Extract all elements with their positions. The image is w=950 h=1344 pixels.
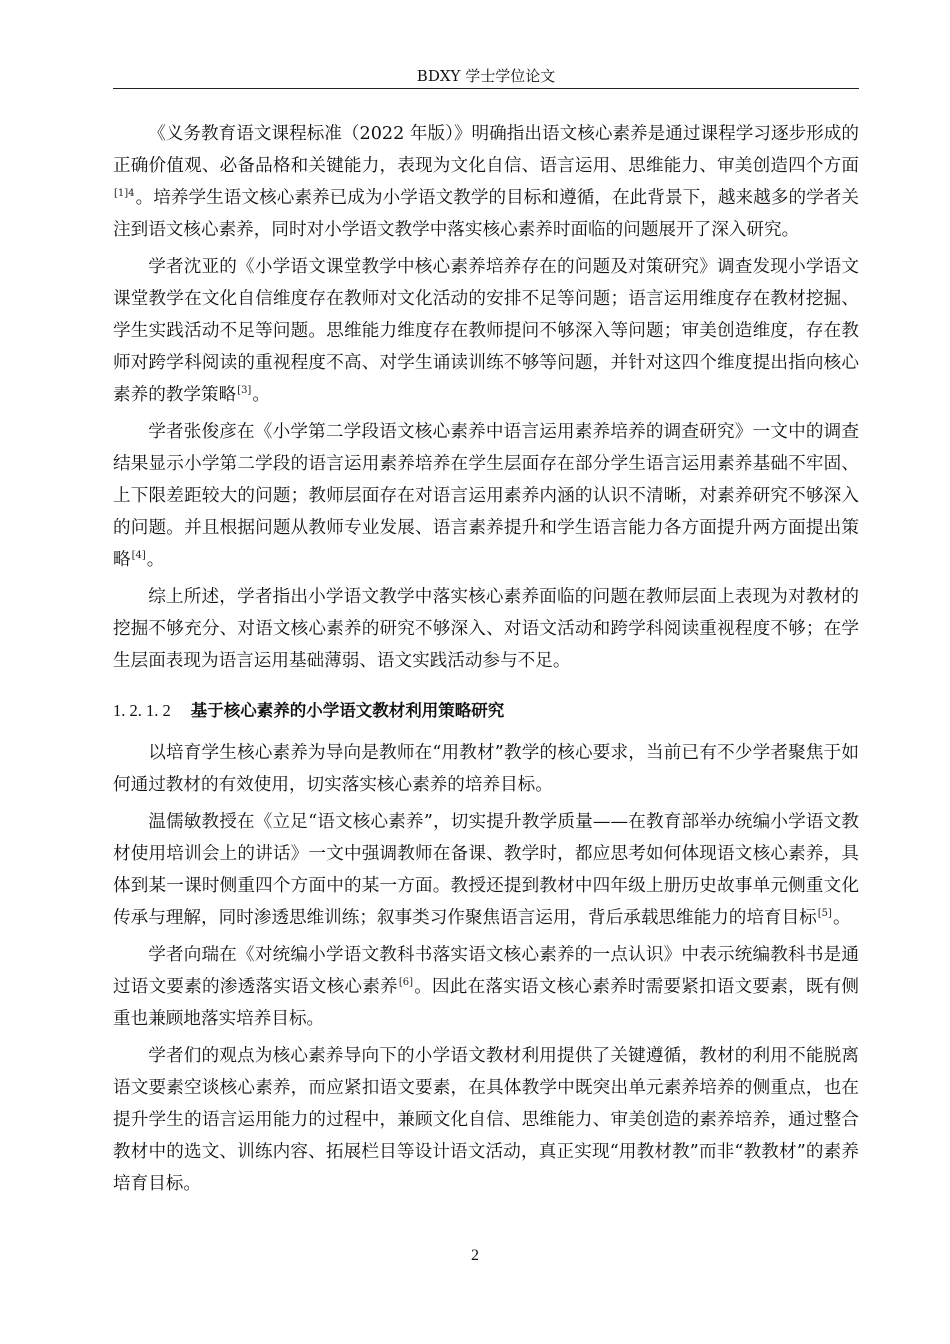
section-number: 1. 2. 1. 2 [113, 701, 171, 720]
body-paragraph: 《义务教育语文课程标准（2022 年版）》明确指出语文核心素养是通过课程学习逐步形成的正确价值观、必备品格和关键能力，表现为文化自信、语言运用、思维能力、审美创造四个方面$^{[1]4}$。培养学生语文核心素养已成为小学语文教学的目标和遵循，在此背景下，越来越多的学者关注到语文核心素养，同时对小学语文教学中落实核心素养时面临的问题展开了深入研究。 [113, 124, 859, 240]
header-rule [113, 88, 859, 89]
body-paragraph: 以培育学生核心素养为导向是教师在“用教材”教学的核心要求，当前已有不少学者聚焦于如何通过教材的有效使用，切实落实核心素养的培养目标。 [113, 743, 859, 795]
citation-ref: [6] [398, 977, 413, 989]
body-paragraph: 学者沈亚的《小学语文课堂教学中核心素养培养存在的问题及对策研究》调查发现小学语文课堂教学在文化自信维度存在教师对文化活动的安排不足等问题；语言运用维度存在教材挖掘、学生实践活动不足等问题。思维能力维度存在教师提问不够深入等问题；审美创造维度，存在教师对跨学科阅读的重视程度不高、对学生诵读训练不够等问题，并针对这四个维度提出指向核心素养的教学策略[3]。 [113, 257, 859, 405]
citation-ref: [1]4 [114, 188, 135, 200]
section-title: 基于核心素养的小学语文教材利用策略研究 [190, 701, 505, 720]
running-header: BDXY 学士学位论文 [416, 67, 556, 85]
citation-ref: [5] [817, 908, 832, 920]
paragraph-group-literature-problems [113, 118, 859, 677]
section-heading [113, 697, 859, 725]
page-body [113, 118, 859, 1205]
paragraph-group-textbook-strategies [113, 737, 859, 1200]
body-paragraph: 学者向瑞在《对统编小学语文教科书落实语文核心素养的一点认识》中表示统编教科书是通过语文要素的渗透落实语文核心素养[6]。因此在落实语文核心素养时需要紧扣语文要素，既有侧重也兼顾地落实培养目标。 [113, 945, 859, 1029]
body-paragraph: 学者们的观点为核心素养导向下的小学语文教材利用提供了关键遵循，教材的利用不能脱离语文要素空谈核心素养，而应紧扣语文要素，在具体教学中既突出单元素养培养的侧重点，也在提升学生的语言运用能力的过程中，兼顾文化自信、思维能力、审美创造的素养培养，通过整合教材中的选文、训练内容、拓展栏目等设计语文活动，真正实现“用教材教”而非“教教材”的素养培育目标。 [113, 1046, 859, 1194]
page-number: 2 [471, 1247, 479, 1264]
citation-ref: [4] [131, 550, 146, 562]
citation-ref: [3] [237, 385, 252, 397]
body-paragraph: 温儒敏教授在《立足“语文核心素养”，切实提升教学质量——在教育部举办统编小学语文教材使用培训会上的讲话》一文中强调教师在备课、教学时，都应思考如何体现语文核心素养，具体到某一课时侧重四个方面中的某一方面。教授还提到教材中四年级上册历史故事单元侧重文化传承与理解，同时渗透思维训练；叙事类习作聚焦语言运用，背后承载思维能力的培育目标[5]。 [113, 812, 859, 928]
body-paragraph: 综上所述，学者指出小学语文教学中落实核心素养面临的问题在教师层面上表现为对教材的挖掘不够充分、对语文核心素养的研究不够深入、对语文活动和跨学科阅读重视程度不够；在学生层面表现为语言运用基础薄弱、语文实践活动参与不足。 [113, 587, 859, 671]
body-paragraph: 学者张俊彦在《小学第二学段语文核心素养中语言运用素养培养的调查研究》一文中的调查结果显示小学第二学段的语言运用素养培养在学生层面存在部分学生语言运用素养基础不牢固、上下限差距较大的问题；教师层面存在对语言运用素养内涵的认识不清晰，对素养研究不够深入的问题。并且根据问题从教师专业发展、语言素养提升和学生语言能力各方面提升两方面提出策略[4]。 [113, 422, 859, 570]
